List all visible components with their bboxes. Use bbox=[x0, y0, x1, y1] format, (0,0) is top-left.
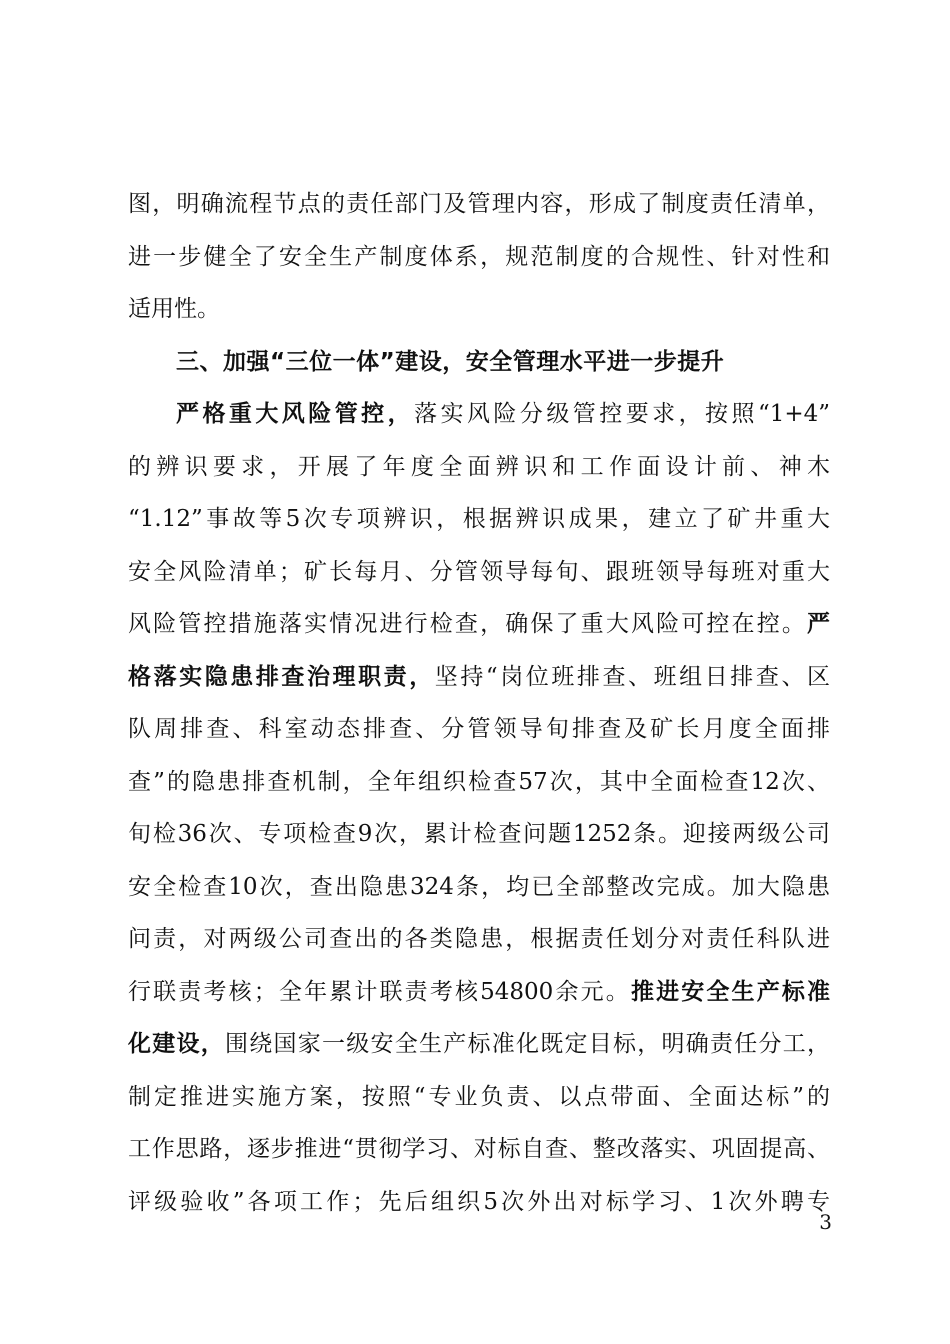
section-heading: 三、加强“三位一体”建设，安全管理水平进一步提升 bbox=[176, 348, 725, 375]
text-line: “1.12”事故等5次专项辨识，根据辨识成果，建立了矿井重大 bbox=[128, 506, 830, 532]
bold-lead: 化建设， bbox=[128, 1031, 225, 1057]
bold-lead: 格落实隐患排查治理职责， bbox=[128, 663, 435, 690]
text-line: 进一步健全了安全生产制度体系，规范制度的合规性、针对性和 bbox=[128, 243, 830, 270]
bold-lead: 严格重大风险管控， bbox=[176, 401, 415, 427]
text-line bbox=[128, 651, 830, 704]
text-line: 适用性。 bbox=[128, 296, 220, 322]
text-line: 问责，对两级公司查出的各类隐患，根据责任划分对责任科队进 bbox=[128, 926, 830, 952]
text-line bbox=[128, 598, 830, 651]
text-line: 查”的隐患排查机制，全年组织检查57次，其中全面检查12次、 bbox=[128, 768, 830, 795]
text-line: 旬检36次、专项检查9次，累计检查问题1252条。迎接两级公司 bbox=[128, 821, 830, 847]
text-line bbox=[128, 1018, 830, 1071]
text-line: 安全风险清单；矿长每月、分管领导每旬、跟班领导每班对重大 bbox=[128, 558, 830, 585]
document-body bbox=[128, 178, 830, 1228]
text-line: 队周排查、科室动态排查、分管领导旬排查及矿长月度全面排 bbox=[128, 716, 830, 742]
text-line: 的辨识要求，开展了年度全面辨识和工作面设计前、神木 bbox=[128, 453, 830, 480]
text-run: 行联责考核；全年累计联责考核54800余元。 bbox=[128, 978, 631, 1005]
text-line bbox=[128, 388, 830, 441]
text-line: 工作思路，逐步推进“贯彻学习、对标自查、整改落实、巩固提高、 bbox=[128, 1136, 830, 1162]
text-line: 制定推进实施方案，按照“专业负责、以点带面、全面达标”的 bbox=[128, 1083, 830, 1110]
text-run: 落实风险分级管控要求，按照“1+4” bbox=[414, 401, 831, 427]
text-run: 围绕国家一级安全生产标准化既定目标，明确责任分工， bbox=[225, 1031, 830, 1057]
bold-lead: 推进安全生产标准 bbox=[630, 978, 831, 1005]
bold-lead: 严 bbox=[807, 611, 830, 637]
text-line: 评级验收”各项工作；先后组织5次外出对标学习、1次外聘专 bbox=[128, 1188, 830, 1215]
text-run: 坚持“岗位班排查、班组日排查、区 bbox=[434, 663, 831, 690]
text-line bbox=[128, 966, 830, 1019]
page-number: 3 bbox=[819, 1210, 832, 1234]
text-run: 风险管控措施落实情况进行检查，确保了重大风险可控在控。 bbox=[128, 611, 807, 637]
text-line: 安全检查10次，查出隐患324条，均已全部整改完成。加大隐患 bbox=[128, 873, 830, 900]
text-line: 图，明确流程节点的责任部门及管理内容，形成了制度责任清单， bbox=[128, 191, 830, 217]
